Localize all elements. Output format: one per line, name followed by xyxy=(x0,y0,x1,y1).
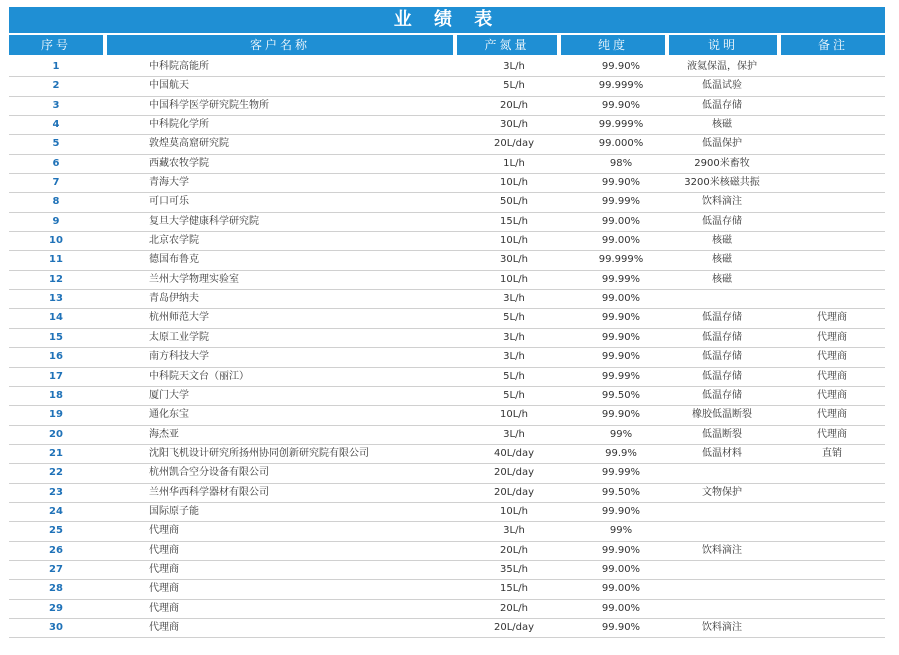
cell-flow: 50L/h xyxy=(499,196,528,208)
cell-desc: 核磁 xyxy=(712,235,732,247)
cell-purity: 99.9% xyxy=(605,447,637,459)
cell-name: 代理商 xyxy=(149,583,179,595)
cell-purity: 99.90% xyxy=(601,61,641,72)
cell-desc: 低温存储 xyxy=(702,99,742,111)
cell-note xyxy=(779,542,885,560)
table-row xyxy=(9,213,885,232)
cell-name: 杭州凯合空分设备有限公司 xyxy=(149,467,269,479)
cell-flow: 20L/h xyxy=(499,544,528,556)
table-row xyxy=(9,387,885,406)
cell-desc: 低温保护 xyxy=(702,138,742,150)
cell-purity: 99.90% xyxy=(601,177,641,189)
cell-note xyxy=(779,232,885,250)
cell-flow: 5L/h xyxy=(503,370,525,382)
cell-purity: 99.90% xyxy=(601,621,641,633)
cell-purity: 99.00% xyxy=(601,215,641,227)
table-row xyxy=(9,542,885,561)
table-row xyxy=(9,522,885,541)
cell-no: 1 xyxy=(52,61,60,72)
cell-name: 代理商 xyxy=(149,544,179,556)
cell-name: 代理商 xyxy=(149,563,179,575)
cell-no: 27 xyxy=(49,563,63,575)
cell-note xyxy=(779,464,885,482)
cell-note xyxy=(779,522,885,540)
cell-purity: 98% xyxy=(609,157,633,169)
cell-note xyxy=(779,58,885,76)
cell-no: 3 xyxy=(52,99,60,111)
cell-desc: 核磁 xyxy=(712,273,732,285)
table-row xyxy=(9,561,885,580)
cell-desc xyxy=(667,464,777,482)
cell-desc: 橡胶低温断裂 xyxy=(692,409,752,421)
cell-note xyxy=(779,290,885,308)
cell-flow: 40L/day xyxy=(493,447,535,459)
cell-no: 16 xyxy=(49,351,63,363)
cell-flow: 10L/h xyxy=(499,273,528,285)
cell-no: 22 xyxy=(49,467,63,479)
cell-flow: 15L/h xyxy=(499,215,528,227)
cell-no: 2 xyxy=(52,80,60,92)
cell-note: 代理商 xyxy=(817,331,847,343)
cell-flow: 20L/day xyxy=(493,486,535,498)
cell-name: 太原工业学院 xyxy=(149,331,209,343)
cell-desc: 低温存储 xyxy=(702,389,742,401)
cell-flow: 30L/h xyxy=(499,254,528,266)
cell-purity: 99% xyxy=(609,525,633,537)
cell-purity: 99.90% xyxy=(601,312,641,324)
cell-desc: 饮料滴注 xyxy=(702,544,742,556)
cell-desc: 低温存储 xyxy=(702,370,742,382)
table-row xyxy=(9,406,885,425)
table-row xyxy=(9,155,885,174)
table-row xyxy=(9,329,885,348)
cell-no: 20 xyxy=(49,428,63,440)
cell-name: 通化东宝 xyxy=(149,409,189,421)
table-row xyxy=(9,290,885,309)
cell-note xyxy=(779,580,885,598)
cell-flow: 20L/day xyxy=(493,138,535,150)
cell-flow: 3L/h xyxy=(503,293,525,305)
cell-flow: 5L/h xyxy=(503,312,525,324)
cell-note xyxy=(779,97,885,115)
cell-flow: 35L/h xyxy=(499,563,528,575)
cell-name: 北京农学院 xyxy=(149,235,199,247)
cell-note xyxy=(779,271,885,289)
header-purity: 纯度 xyxy=(561,35,665,55)
cell-purity: 99.00% xyxy=(601,235,641,247)
cell-name: 西藏农牧学院 xyxy=(149,157,209,169)
cell-purity: 99.90% xyxy=(601,409,641,421)
cell-purity: 99.000% xyxy=(598,138,644,150)
cell-name: 杭州师范大学 xyxy=(149,312,209,324)
cell-note xyxy=(779,619,885,637)
table-row xyxy=(9,174,885,193)
cell-no: 9 xyxy=(52,215,60,227)
cell-name: 可口可乐 xyxy=(149,196,189,208)
cell-desc: 低温存储 xyxy=(702,312,742,324)
cell-note: 代理商 xyxy=(817,370,847,382)
cell-purity: 99.99% xyxy=(601,196,641,208)
table-body xyxy=(9,58,885,638)
cell-note xyxy=(779,193,885,211)
cell-desc: 低温存储 xyxy=(702,215,742,227)
cell-note: 代理商 xyxy=(817,409,847,421)
cell-no: 4 xyxy=(52,119,60,131)
cell-note: 直销 xyxy=(822,447,842,459)
table-row xyxy=(9,77,885,96)
cell-note xyxy=(779,213,885,231)
cell-purity: 99.90% xyxy=(601,505,641,517)
table-row xyxy=(9,135,885,154)
cell-flow: 20L/h xyxy=(499,602,528,614)
cell-purity: 99.999% xyxy=(598,254,644,266)
cell-flow: 20L/day xyxy=(493,467,535,479)
table-row xyxy=(9,309,885,328)
cell-note xyxy=(779,135,885,153)
cell-name: 厦门大学 xyxy=(149,389,189,401)
table-row xyxy=(9,368,885,387)
cell-flow: 3L/h xyxy=(503,61,525,72)
cell-desc: 低温存储 xyxy=(702,331,742,343)
cell-no: 24 xyxy=(49,505,63,517)
cell-note xyxy=(779,77,885,95)
cell-no: 30 xyxy=(49,621,63,633)
cell-flow: 15L/h xyxy=(499,583,528,595)
table-row xyxy=(9,251,885,270)
header-desc: 说明 xyxy=(669,35,777,55)
cell-desc: 饮料滴注 xyxy=(702,196,742,208)
cell-flow: 3L/h xyxy=(503,331,525,343)
cell-purity: 99% xyxy=(609,428,633,440)
cell-desc xyxy=(667,580,777,598)
cell-desc: 低温试验 xyxy=(702,80,742,92)
table-row xyxy=(9,97,885,116)
cell-flow: 10L/h xyxy=(499,235,528,247)
cell-purity: 99.50% xyxy=(601,389,641,401)
cell-name: 中国航天 xyxy=(149,80,189,92)
cell-name: 兰州大学物理实验室 xyxy=(149,273,239,285)
cell-flow: 10L/h xyxy=(499,177,528,189)
cell-purity: 99.50% xyxy=(601,486,641,498)
cell-name: 敦煌莫高窟研究院 xyxy=(149,138,229,150)
cell-note xyxy=(779,174,885,192)
cell-flow: 10L/h xyxy=(499,409,528,421)
cell-desc: 低温材料 xyxy=(702,447,742,459)
cell-no: 6 xyxy=(52,157,60,169)
table-row xyxy=(9,600,885,619)
cell-no: 8 xyxy=(52,196,60,208)
cell-flow: 30L/h xyxy=(499,119,528,131)
cell-no: 7 xyxy=(52,177,60,189)
cell-no: 17 xyxy=(49,370,63,382)
cell-desc xyxy=(667,600,777,618)
cell-purity: 99.99% xyxy=(601,370,641,382)
cell-purity: 99.00% xyxy=(601,583,641,595)
cell-flow: 20L/day xyxy=(493,621,535,633)
cell-desc xyxy=(667,561,777,579)
table-header xyxy=(9,35,885,55)
cell-no: 11 xyxy=(49,254,63,266)
cell-note xyxy=(779,600,885,618)
table-title: 业 绩 表 xyxy=(9,7,885,33)
cell-name: 中科院天文台（丽江） xyxy=(149,370,249,382)
cell-purity: 99.90% xyxy=(601,331,641,343)
cell-name: 代理商 xyxy=(149,602,179,614)
cell-no: 23 xyxy=(49,486,63,498)
cell-note xyxy=(779,155,885,173)
cell-desc: 低温断裂 xyxy=(702,428,742,440)
cell-name: 青海大学 xyxy=(149,177,189,189)
cell-name: 南方科技大学 xyxy=(149,351,209,363)
cell-note xyxy=(779,116,885,134)
cell-note: 代理商 xyxy=(817,312,847,324)
table-row xyxy=(9,232,885,251)
cell-desc xyxy=(667,290,777,308)
cell-no: 19 xyxy=(49,409,63,421)
cell-desc: 低温存储 xyxy=(702,351,742,363)
cell-desc: 3200米核磁共振 xyxy=(684,177,760,189)
table-row xyxy=(9,426,885,445)
cell-flow: 3L/h xyxy=(503,525,525,537)
header-flow: 产氮量 xyxy=(457,35,557,55)
cell-name: 沈阳飞机设计研究所扬州协同创新研究院有限公司 xyxy=(149,447,369,459)
cell-purity: 99.00% xyxy=(601,293,641,305)
cell-name: 中国科学医学研究院生物所 xyxy=(149,99,269,111)
cell-purity: 99.999% xyxy=(598,119,644,131)
cell-desc: 文物保护 xyxy=(702,486,742,498)
cell-no: 15 xyxy=(49,331,63,343)
table-row xyxy=(9,580,885,599)
cell-flow: 20L/h xyxy=(499,99,528,111)
cell-no: 29 xyxy=(49,602,63,614)
cell-purity: 99.90% xyxy=(601,544,641,556)
cell-purity: 99.99% xyxy=(601,273,641,285)
cell-name: 中科院高能所 xyxy=(149,61,209,72)
cell-purity: 99.90% xyxy=(601,99,641,111)
cell-note xyxy=(779,484,885,502)
cell-name: 海杰亚 xyxy=(149,428,179,440)
cell-purity: 99.90% xyxy=(601,351,641,363)
cell-purity: 99.99% xyxy=(601,467,641,479)
cell-flow: 10L/h xyxy=(499,505,528,517)
cell-flow: 1L/h xyxy=(503,157,525,169)
cell-note: 代理商 xyxy=(817,428,847,440)
cell-desc: 液氦保温，保护 xyxy=(687,61,757,72)
cell-no: 25 xyxy=(49,525,63,537)
cell-no: 12 xyxy=(49,273,63,285)
cell-no: 26 xyxy=(49,544,63,556)
cell-purity: 99.00% xyxy=(601,563,641,575)
cell-flow: 5L/h xyxy=(503,80,525,92)
cell-note: 代理商 xyxy=(817,389,847,401)
table-row xyxy=(9,619,885,638)
table-row xyxy=(9,484,885,503)
cell-no: 10 xyxy=(49,235,63,247)
cell-desc xyxy=(667,522,777,540)
cell-no: 21 xyxy=(49,447,63,459)
cell-flow: 3L/h xyxy=(503,428,525,440)
table-row xyxy=(9,464,885,483)
cell-name: 代理商 xyxy=(149,525,179,537)
cell-name: 代理商 xyxy=(149,621,179,633)
cell-desc: 核磁 xyxy=(712,119,732,131)
cell-no: 18 xyxy=(49,389,63,401)
header-no: 序号 xyxy=(9,35,103,55)
table-row xyxy=(9,348,885,367)
cell-flow: 3L/h xyxy=(503,351,525,363)
table-row xyxy=(9,445,885,464)
cell-note: 代理商 xyxy=(817,351,847,363)
cell-no: 14 xyxy=(49,312,63,324)
cell-desc: 饮料滴注 xyxy=(702,621,742,633)
header-name: 客户名称 xyxy=(107,35,453,55)
cell-name: 国际原子能 xyxy=(149,505,199,517)
cell-name: 中科院化学所 xyxy=(149,119,209,131)
cell-name: 青岛伊纳夫 xyxy=(149,293,199,305)
table-row xyxy=(9,503,885,522)
cell-note xyxy=(779,561,885,579)
cell-name: 德国布鲁克 xyxy=(149,254,199,266)
table-row xyxy=(9,116,885,135)
cell-note xyxy=(779,251,885,269)
cell-name: 复旦大学健康科学研究院 xyxy=(149,215,259,227)
cell-no: 28 xyxy=(49,583,63,595)
cell-desc: 核磁 xyxy=(712,254,732,266)
cell-purity: 99.999% xyxy=(598,80,644,92)
cell-no: 5 xyxy=(52,138,60,150)
cell-note xyxy=(779,503,885,521)
cell-no: 13 xyxy=(49,293,63,305)
cell-purity: 99.00% xyxy=(601,602,641,614)
header-note: 备注 xyxy=(781,35,885,55)
cell-flow: 5L/h xyxy=(503,389,525,401)
table-row xyxy=(9,271,885,290)
table-row xyxy=(9,193,885,212)
cell-desc xyxy=(667,503,777,521)
table-row xyxy=(9,58,885,77)
cell-desc: 2900米畜牧 xyxy=(694,157,750,169)
cell-name: 兰州华西科学器材有限公司 xyxy=(149,486,269,498)
